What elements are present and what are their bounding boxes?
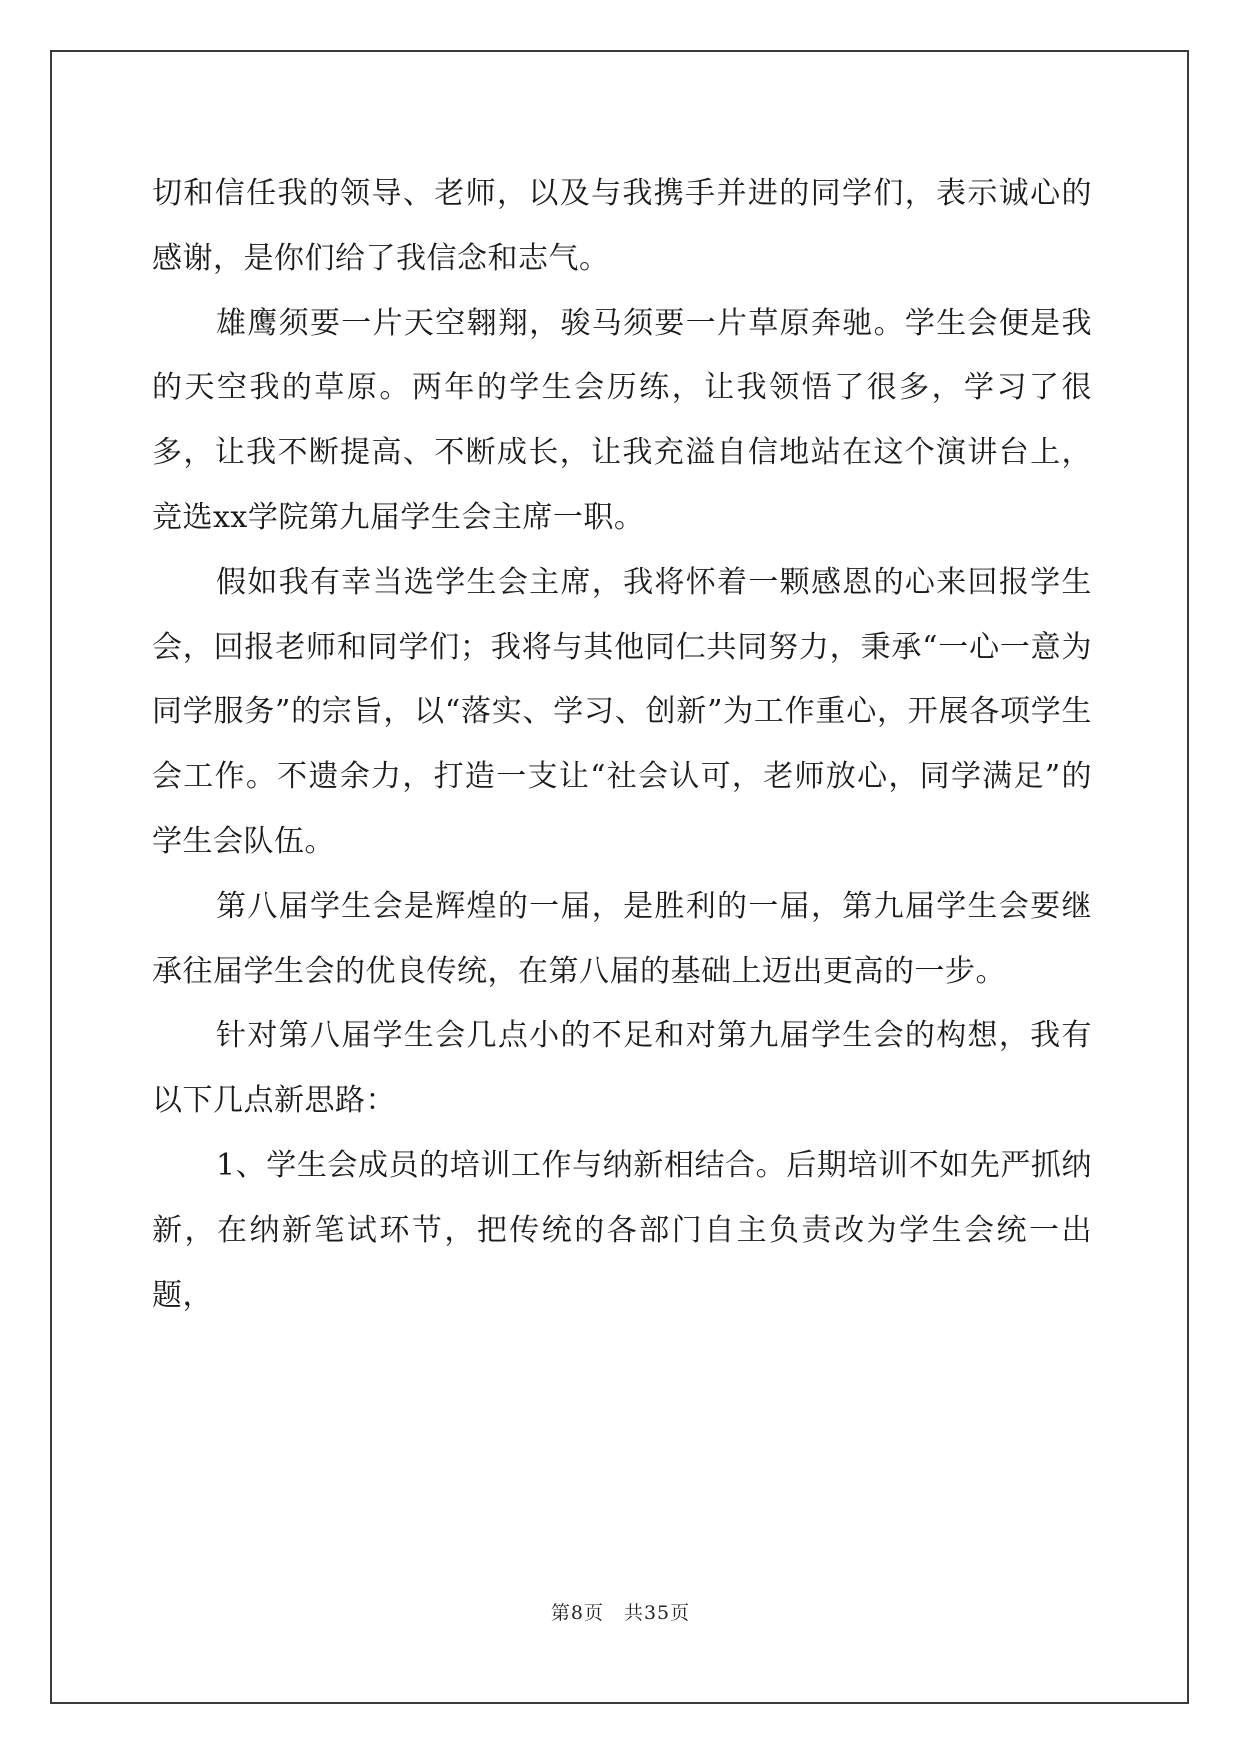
paragraph-5: 针对第八届学生会几点小的不足和对第九届学生会的构想，我有以下几点新思路： — [152, 1018, 1092, 1119]
paragraph-6: 1、学生会成员的培训工作与纳新相结合。后期培训不如先严抓纳新，在纳新笔试环节，把传统的各部门自主负责改为学生会统一出题， — [152, 1147, 1092, 1313]
document-body — [152, 162, 1092, 1328]
paragraph-3: 假如我有幸当选学生会主席，我将怀着一颗感恩的心来回报学生会，回报老师和同学们；我将与其他同仁共同努力，秉承“一心一意为同学服务”的宗旨，以“落实、学习、创新”为工作重心，开展各项学生会工作。不遗余力，打造一支让“社会认可，老师放心，同学满足”的学生会队伍。 — [152, 564, 1092, 859]
paragraph-1: 切和信任我的领导、老师，以及与我携手并进的同学们，表示诚心的感谢，是你们给了我信念和志气。 — [152, 176, 1092, 276]
page-number-footer: 第8页 共35页 — [550, 1602, 691, 1624]
paragraph-2: 雄鹰须要一片天空翱翔，骏马须要一片草原奔驰。学生会便是我的天空我的草原。两年的学生会历练，让我领悟了很多，学习了很多，让我不断提高、不断成长，让我充溢自信地站在这个演讲台上，竞选xx学院第九届学生会主席一职。 — [152, 305, 1092, 535]
paragraph-4: 第八届学生会是辉煌的一届，是胜利的一届，第九届学生会要继承往届学生会的优良传统，在第八届的基础上迈出更高的一步。 — [152, 888, 1092, 989]
